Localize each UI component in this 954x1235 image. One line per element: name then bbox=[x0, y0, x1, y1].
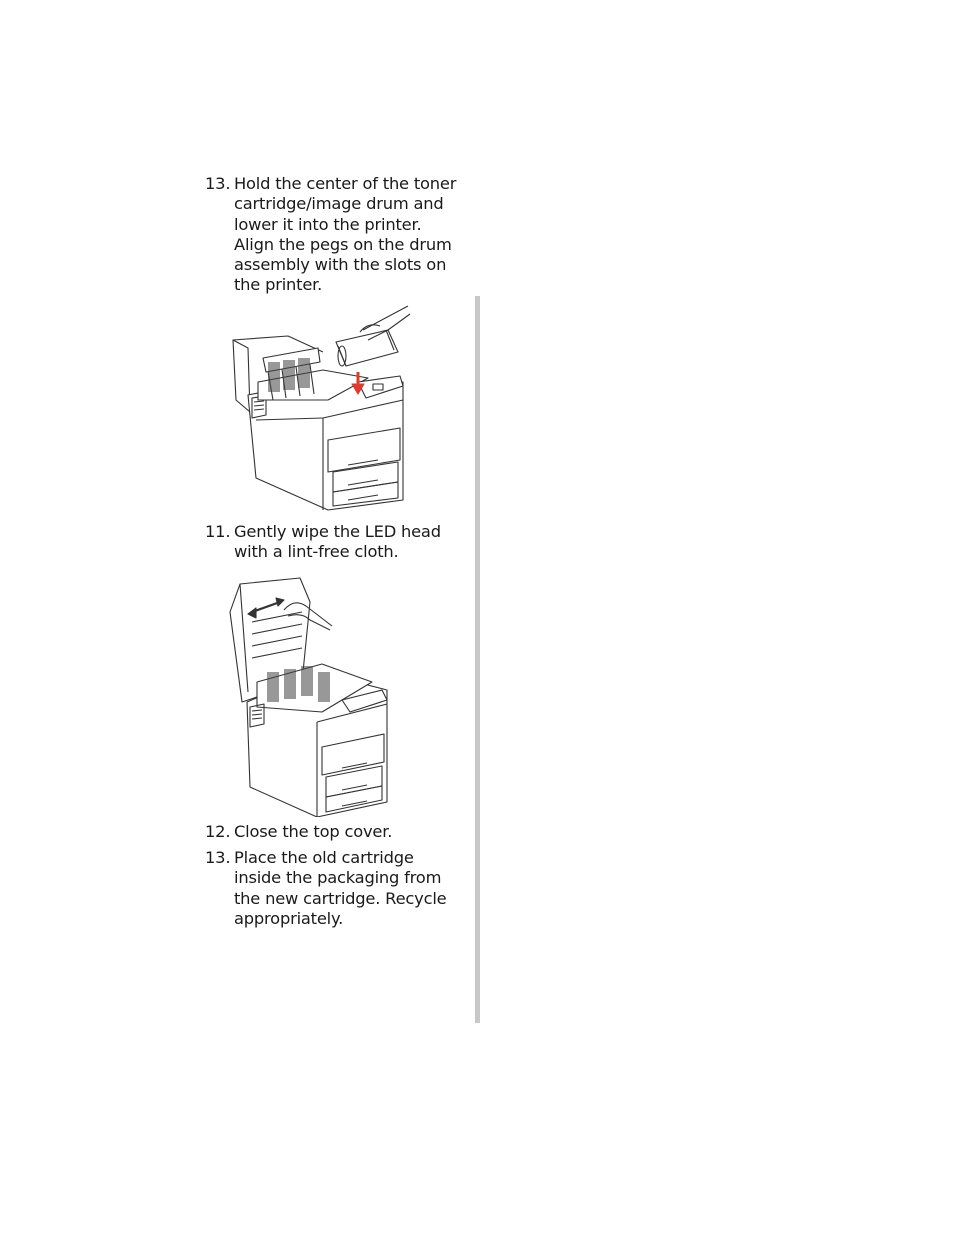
printer-wipe-led-illustration bbox=[222, 572, 392, 817]
step-text: Gently wipe the LED head with a lint-free cloth. bbox=[234, 522, 441, 562]
step-11-wipe-led-head bbox=[205, 522, 465, 563]
printer-insert-cartridge-illustration bbox=[228, 300, 413, 512]
step-13-recycle-cartridge bbox=[205, 848, 465, 929]
column-divider bbox=[475, 296, 480, 1023]
step-number: 13. bbox=[205, 174, 231, 193]
step-12-close-cover bbox=[205, 822, 465, 842]
step-13-insert-cartridge bbox=[205, 174, 465, 296]
step-number: 12. bbox=[205, 822, 231, 841]
step-number: 11. bbox=[205, 522, 231, 541]
step-text: Close the top cover. bbox=[234, 822, 393, 841]
step-text: Hold the center of the toner cartridge/image drum and lower it into the printer. Align the pegs on the drum assembly with the slots on the printer. bbox=[234, 174, 457, 295]
step-number: 13. bbox=[205, 848, 231, 867]
step-text: Place the old cartridge inside the packaging from the new cartridge. Recycle appropriately. bbox=[234, 848, 447, 928]
